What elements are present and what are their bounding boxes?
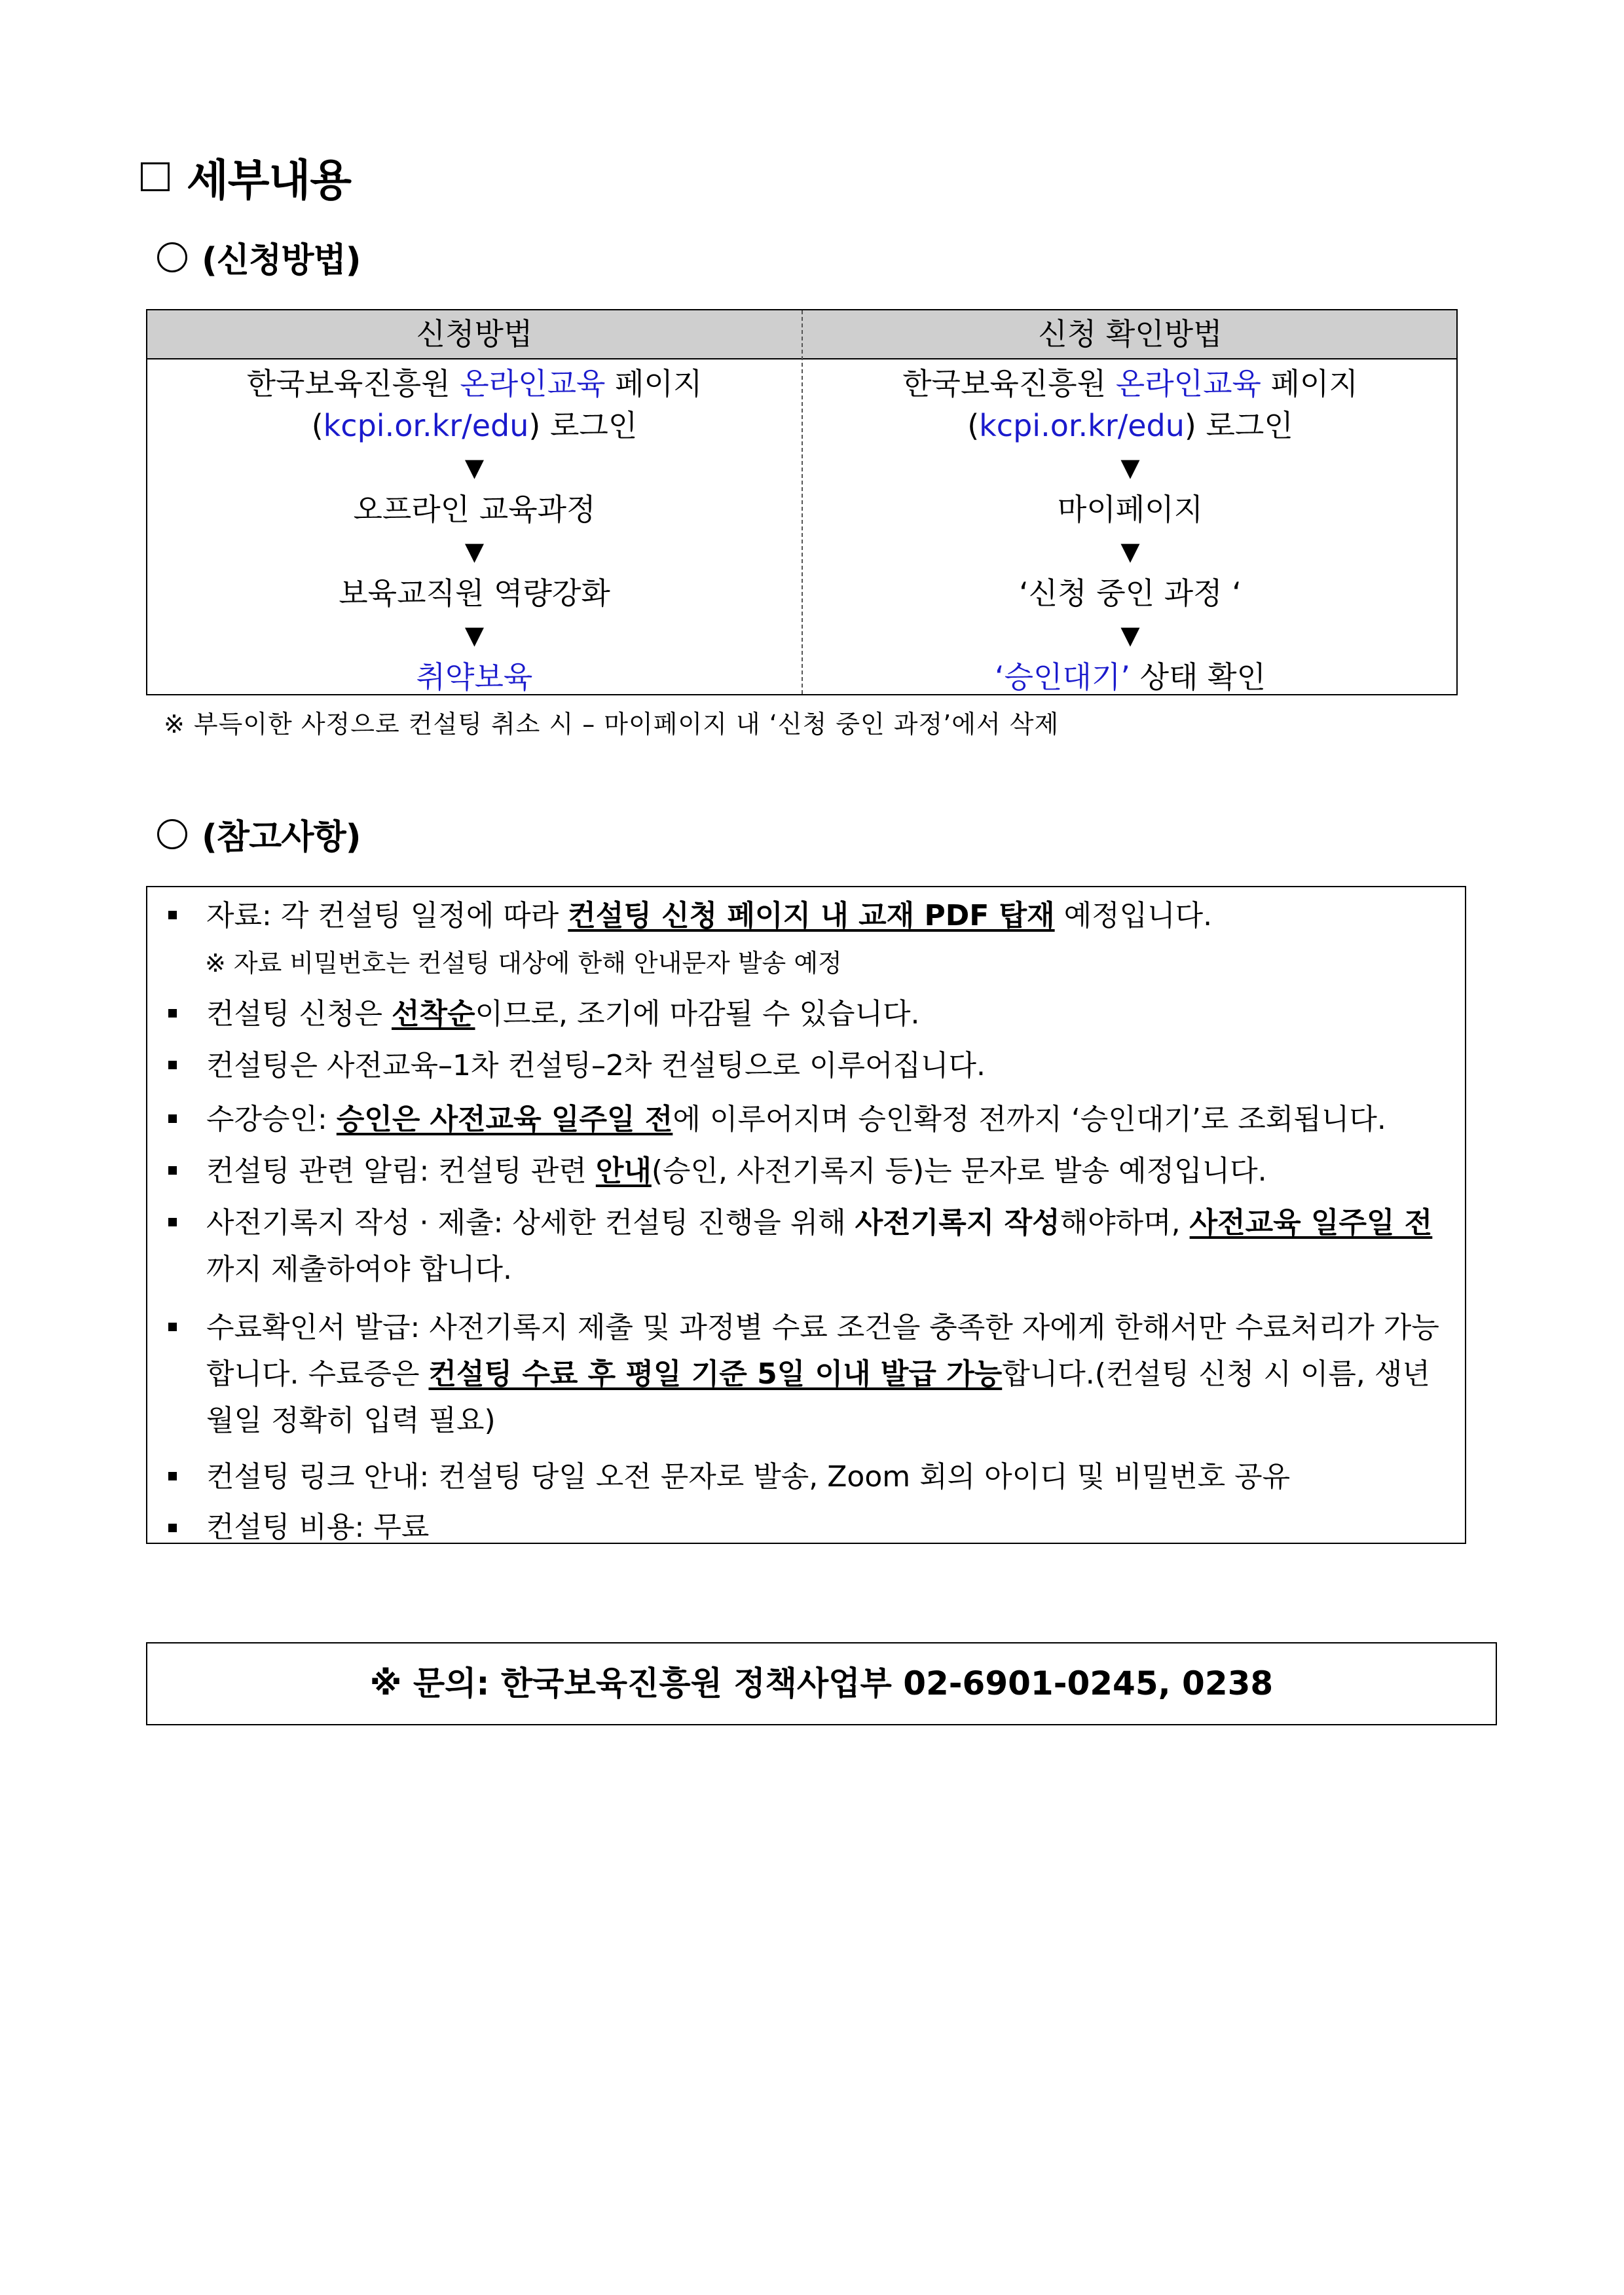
text-span: 사전기록지 작성 · 제출: 상세한 컨설팅 진행을 위해 xyxy=(206,1206,855,1239)
step-login-url xyxy=(147,405,802,447)
text-span: 해야하며, xyxy=(1060,1206,1190,1239)
text-span: 안내 xyxy=(595,1154,652,1188)
note-materials xyxy=(206,892,1454,939)
step-login-page xyxy=(803,363,1458,405)
note-process: 컨설팅은 사전교육–1차 컨설팅–2차 컨설팅으로 이루어집니다. xyxy=(206,1049,986,1082)
confirm-steps xyxy=(803,363,1458,698)
text-span: ( xyxy=(311,408,323,443)
section-title-apply xyxy=(157,232,360,282)
step-mypage: 마이페이지 xyxy=(1057,492,1204,527)
note-cost: 컨설팅 비용: 무료 xyxy=(206,1511,430,1544)
text-span: 컨설팅 신청 페이지 내 교재 PDF 탑재 xyxy=(568,899,1055,932)
step-offline-course: 오프라인 교육과정 xyxy=(353,492,596,527)
pending-approval-label: ‘승인대기’ xyxy=(995,659,1130,695)
text-span: 이므로, 조기에 마감될 수 있습니다. xyxy=(475,997,920,1031)
note-approval xyxy=(206,1096,1454,1143)
section-title-notes-text: (참고사항) xyxy=(202,818,361,857)
text-span: ) 로그인 xyxy=(528,408,638,443)
step-check-status xyxy=(803,656,1458,698)
text-span: 사전교육 일주일 전 xyxy=(1189,1206,1433,1239)
text-span: 컨설팅 관련 알림: 컨설팅 관련 xyxy=(206,1154,596,1188)
page-title xyxy=(141,145,351,208)
text-span: 한국보육진흥원 xyxy=(246,366,451,401)
step-in-progress-course: ‘신청 중인 과정 ‘ xyxy=(1019,576,1242,611)
text-span: 페이지 xyxy=(1270,366,1358,401)
square-bullet-icon xyxy=(168,1009,177,1018)
kcpi-url-link[interactable]: kcpi.or.kr/edu xyxy=(323,408,529,443)
circle-bullet-icon xyxy=(157,242,187,272)
online-edu-link[interactable]: 온라인교육 xyxy=(1115,366,1261,401)
text-span: 컨설팅 수료 후 평일 기준 5일 이내 발급 가능 xyxy=(428,1357,1003,1391)
text-span: 자료: 각 컨설팅 일정에 따라 xyxy=(206,899,568,932)
apply-steps xyxy=(147,363,802,698)
header-apply-method: 신청방법 xyxy=(416,316,533,352)
down-arrow-icon: ▼ xyxy=(1120,621,1140,650)
text-span: 합니다.(컨설팅 신청 시 이름, 생년월일 정확히 입력 필요) xyxy=(206,1357,1430,1437)
step-login-url xyxy=(803,405,1458,447)
text-span: 까지 제출하여야 합니다. xyxy=(206,1253,512,1286)
square-bullet-icon xyxy=(168,1323,177,1331)
square-bullet-icon xyxy=(168,1218,177,1226)
section-title-apply-text: (신청방법) xyxy=(202,241,361,280)
cancel-note: ※ 부득이한 사정으로 컨설팅 취소 시 – 마이페이지 내 ‘신청 중인 과정’에서 삭제 xyxy=(164,710,1060,739)
square-bullet-icon xyxy=(168,1114,177,1123)
text-span: 컨설팅 신청은 xyxy=(206,997,392,1031)
step-capacity-building: 보육교직원 역량강화 xyxy=(339,576,610,611)
kcpi-url-link[interactable]: kcpi.or.kr/edu xyxy=(979,408,1185,443)
text-span: 페이지 xyxy=(615,366,703,401)
text-span: 수강승인: xyxy=(206,1103,337,1136)
note-certificate xyxy=(206,1304,1454,1444)
down-arrow-icon: ▼ xyxy=(464,621,485,650)
note-pre-record xyxy=(206,1200,1454,1293)
note-first-come xyxy=(206,991,1454,1037)
step-login-page xyxy=(147,363,802,405)
down-arrow-icon: ▼ xyxy=(1120,537,1140,566)
square-bullet-icon xyxy=(168,1061,177,1069)
text-span: ) 로그인 xyxy=(1184,408,1293,443)
note-zoom-link: 컨설팅 링크 안내: 컨설팅 당일 오전 문자로 발송, Zoom 회의 아이디 및 비밀번호 공유 xyxy=(206,1460,1291,1494)
apply-method-table xyxy=(146,309,1458,695)
contact-box: ※ 문의: 한국보육진흥원 정책사업부 02-6901-0245, 0238 xyxy=(146,1642,1497,1725)
text-span: 승인은 사전교육 일주일 전 xyxy=(336,1103,673,1136)
text-span: 상태 확인 xyxy=(1139,659,1266,695)
down-arrow-icon: ▼ xyxy=(464,453,485,482)
text-span: 에 이루어지며 승인확정 전까지 ‘승인대기’로 조회됩니다. xyxy=(673,1103,1386,1136)
text-span: 수료확인서 발급: 사전기록지 제출 및 과정별 수료 조건을 충족한 자에게 한해서만 수료처리가 가능합니다. 수료증은 xyxy=(206,1311,1439,1391)
section-title-notes xyxy=(157,809,360,858)
text-span: ( xyxy=(967,408,980,443)
note-notifications xyxy=(206,1148,1454,1194)
page-title-text: 세부내용 xyxy=(187,155,352,206)
text-span: 선착순 xyxy=(392,997,475,1031)
square-bullet-icon xyxy=(168,1524,177,1532)
circle-bullet-icon xyxy=(157,819,187,849)
text-span: 한국보육진흥원 xyxy=(902,366,1107,401)
square-bullet-icon xyxy=(168,911,177,919)
square-bullet-icon xyxy=(168,1472,177,1480)
text-span: 예정입니다. xyxy=(1054,899,1213,932)
text-span: 사전기록지 작성 xyxy=(855,1206,1060,1239)
square-bullet-icon xyxy=(168,1166,177,1175)
down-arrow-icon: ▼ xyxy=(1120,453,1140,482)
reference-notes-box xyxy=(146,886,1466,1544)
text-span: (승인, 사전기록지 등)는 문자로 발송 예정입니다. xyxy=(651,1154,1267,1188)
step-vulnerable-care: 취약보육 xyxy=(416,659,533,695)
down-arrow-icon: ▼ xyxy=(464,537,485,566)
header-confirm-method: 신청 확인방법 xyxy=(1038,316,1223,352)
note-materials-password: ※ 자료 비밀번호는 컨설팅 대상에 한해 안내문자 발송 예정 xyxy=(205,949,842,978)
square-bullet-icon xyxy=(141,162,170,191)
online-edu-link[interactable]: 온라인교육 xyxy=(460,366,606,401)
